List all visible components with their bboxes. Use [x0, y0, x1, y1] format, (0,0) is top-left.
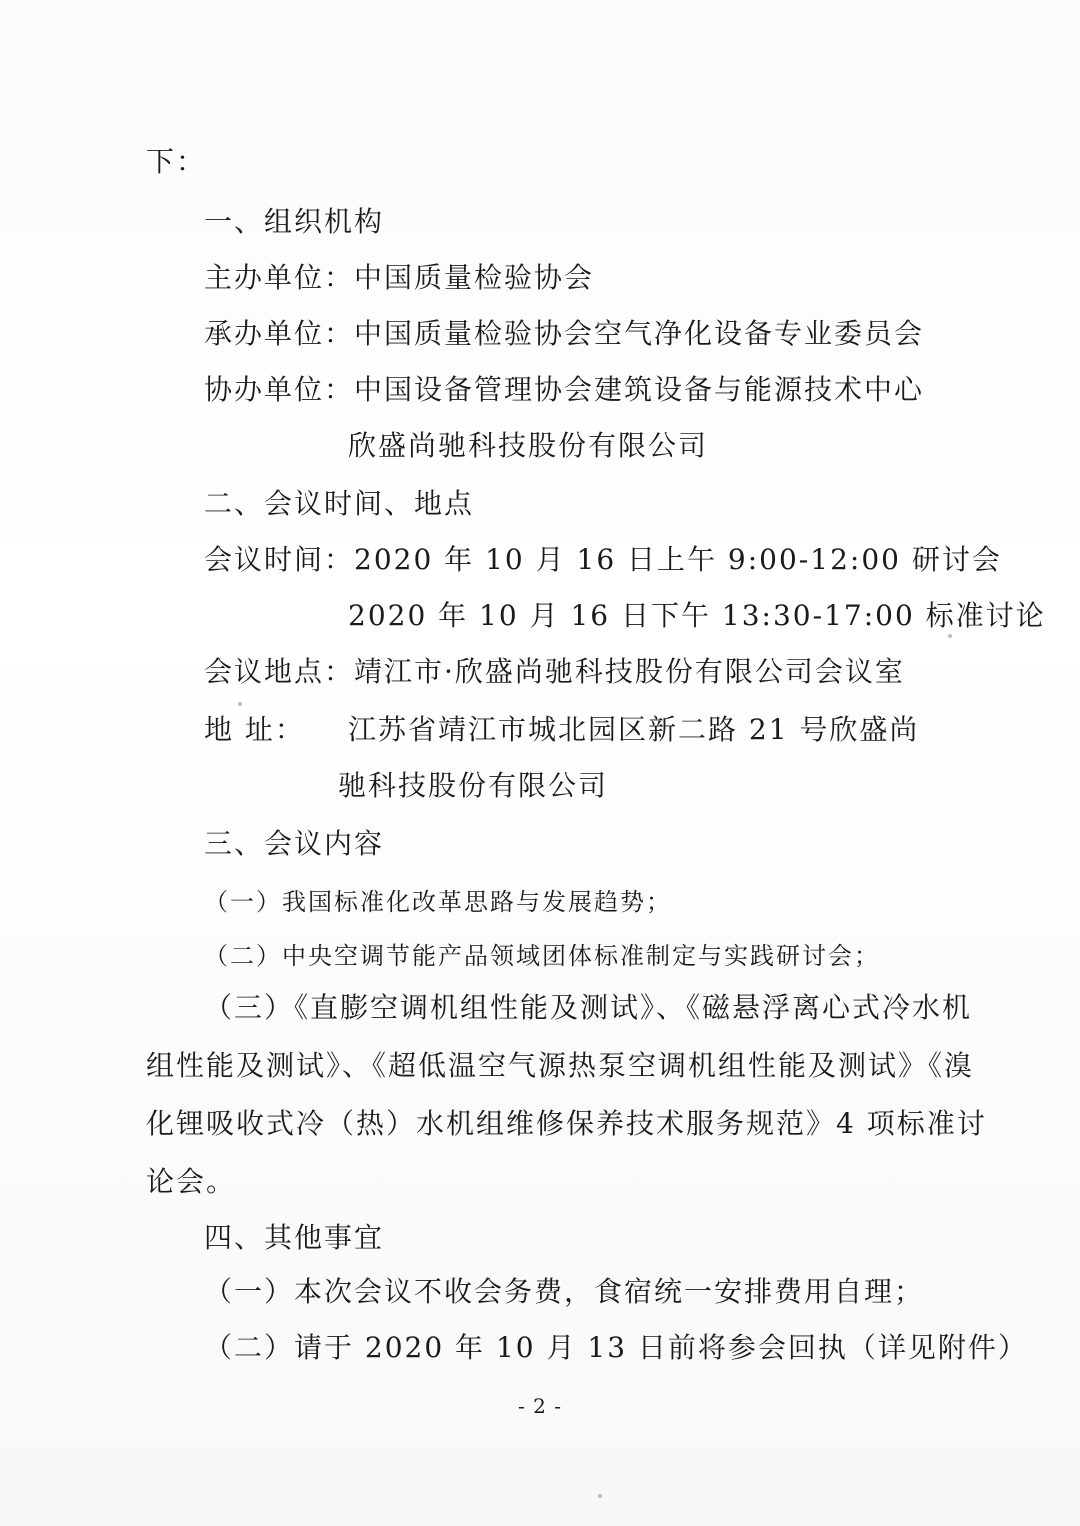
host-value: 中国质量检验协会 — [354, 261, 595, 294]
content-item-2: （二）中央空调节能产品领域团体标准制定与实践研讨会； — [204, 942, 880, 970]
intro-continuation: 下： — [146, 145, 207, 178]
host-row — [204, 258, 594, 298]
section-1-heading: 一、组织机构 — [204, 205, 385, 238]
time-label: 会议时间： — [204, 543, 355, 576]
address-row — [204, 710, 919, 750]
address-label: 地 址： — [204, 713, 305, 746]
content-item-3-line-1: （三）《直膨空调机组性能及测试》、《磁悬浮离心式冷水机 — [204, 991, 973, 1024]
page-number: - 2 - — [518, 1394, 562, 1418]
content-item-3-line-2: 组性能及测试》、《超低温空气源热泵空调机组性能及测试》《溴 — [146, 1049, 975, 1082]
co-organizer-value-1: 中国设备管理协会建筑设备与能源技术中心 — [354, 373, 925, 406]
content-item-3-line-4: 论会。 — [146, 1165, 237, 1198]
venue-value: 靖江市·欣盛尚驰科技股份有限公司会议室 — [354, 655, 905, 688]
organizer-row — [204, 314, 924, 354]
scan-speck — [598, 1494, 602, 1498]
time-value-1: 2020 年 10 月 16 日上午 9:00-12:00 研讨会 — [354, 543, 1002, 576]
content-item-3-line-3: 化锂吸收式冷（热）水机组维修保养技术服务规范》4 项标准讨 — [146, 1107, 987, 1140]
other-item-1: （一）本次会议不收会务费，食宿统一安排费用自理； — [204, 1275, 925, 1308]
section-4-heading: 四、其他事宜 — [204, 1221, 385, 1254]
address-value-2: 驰科技股份有限公司 — [338, 769, 609, 802]
time-row — [204, 540, 1002, 580]
section-3-heading: 三、会议内容 — [204, 827, 385, 860]
venue-row — [204, 652, 905, 692]
venue-label: 会议地点： — [204, 655, 355, 688]
host-label: 主办单位： — [204, 261, 355, 294]
scan-speck — [238, 702, 242, 706]
scan-speck — [948, 634, 952, 638]
co-organizer-label: 协办单位： — [204, 373, 355, 406]
address-value-1: 江苏省靖江市城北园区新二路 21 号欣盛尚 — [348, 713, 920, 746]
organizer-label: 承办单位： — [204, 317, 355, 350]
organizer-value: 中国质量检验协会空气净化设备专业委员会 — [354, 317, 925, 350]
co-organizer-row — [204, 370, 924, 410]
content-item-1: （一）我国标准化改革思路与发展趋势； — [204, 888, 672, 916]
co-organizer-value-2: 欣盛尚驰科技股份有限公司 — [348, 429, 709, 462]
other-item-2: （二）请于 2020 年 10 月 13 日前将参会回执（详见附件） — [204, 1331, 1028, 1364]
section-2-heading: 二、会议时间、地点 — [204, 487, 475, 520]
time-value-2: 2020 年 10 月 16 日下午 13:30-17:00 标准讨论 — [348, 599, 1046, 632]
